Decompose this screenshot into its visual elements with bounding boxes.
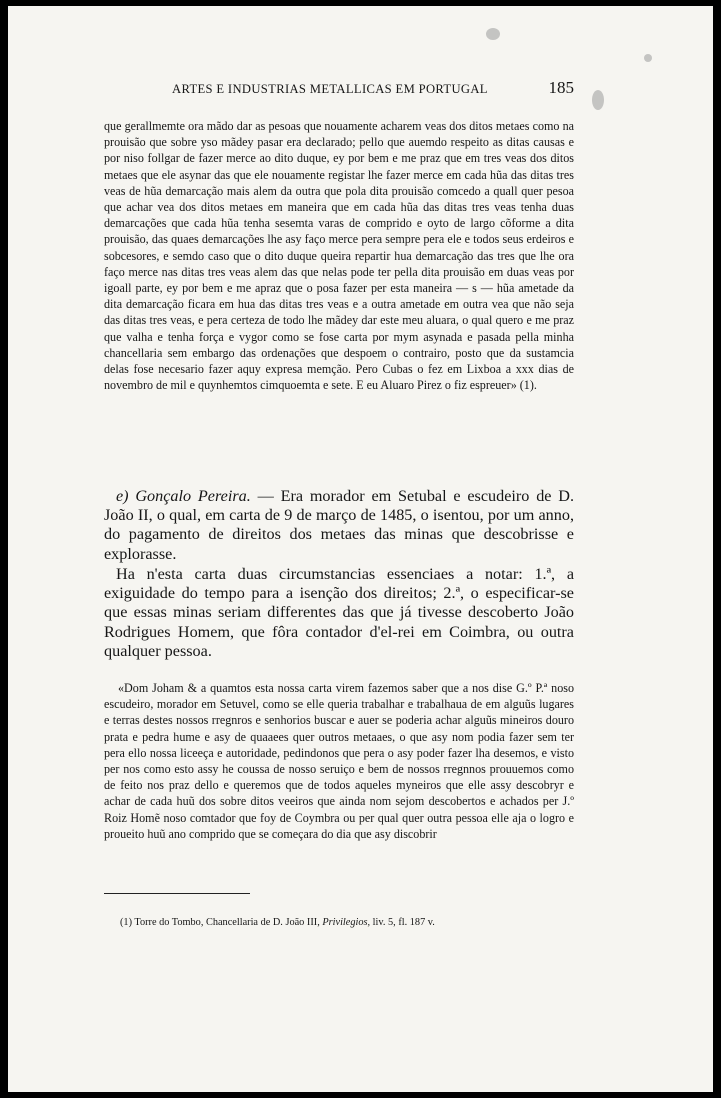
- section-label: e) Gonçalo Pereira.: [116, 487, 251, 505]
- ink-speck: [486, 28, 500, 40]
- quote-top: que gerallmemte ora mãdo dar as pesoas que nouamente acharem veas dos ditos metaes como na prouisão que sobre yso mãdey pasar era declarado; pello que auemdo respeito as ditas causas e por niso follgar de fazer merce ao dito duque, ey por bem e me praz que em tres veas dos ditos metaes que ele asynar das que ele nouamente registar lhe fazer merce em cada hũa das ditas tres veas de hũa demarcação mais alem da outra que pola dita prouisão comcedo a quall quer pesoa que achar vea dos ditos metaes em maneira que em cada hũa das ditas tres veas tenha duas demarcações que cada hũa tenha sesemta varas de comprido e oyto de largo cõforme a dita prouisão, das quaes demarcações lhe asy faço merce pera sempre pera ele e todos seus erdeiros e sobcesores, e semdo caso que o dito duque queira repartir hua demarcação das tres que lhe ora faço merce nas ditas tres veas alem das que nelas pode ter pella dita prouisão em duas veas por igoall parte, ey por bem e me apraz que o posa fazer per esta maneira — s — hũa ametade da dita demarcação ficara em hua das ditas tres veas e a outra ametade em outra vea que não seja das ditas tres veas, e pera certeza de todo lhe mãdey dar este meu aluara, o qual quero e me praz que valha e tenha força e vygor como se fose carta por mym asynada e pasada pella minha chancellaria sem embargo das ordenações que despoem o contrairo, posto que da sustamcia delas fose necesario fazer aquy expresa memção. Pero Cubas o fez em Lixboa a xxx dias de novembro de mil e quynhemtos cimquoemta e sete. E eu Aluaro Pirez o fiz espreuer» (1).: [104, 119, 574, 393]
- paragraph-2: Ha n'esta carta duas circumstancias essenciaes a notar: 1.ª, a exiguidade do tempo para a isenção dos direitos; 2.ª, o especificar-se que essas minas seriam differentes das que já tivesse descoberto João Rodrigues Homem, que fôra contador d'el-rei em Coimbra, ou outra qualquer pessoa.: [104, 565, 574, 660]
- footnote-rule: [104, 893, 250, 894]
- footnote-tail: liv. 5, fl. 187 v.: [370, 917, 435, 928]
- page-number: 185: [548, 78, 574, 97]
- footnote: [120, 917, 435, 928]
- running-title: ARTES E INDUSTRIAS METALLICAS EM PORTUGAL: [172, 82, 488, 96]
- footnote-lead: (1) Torre do Tombo, Chancellaria de D. João III,: [120, 917, 323, 928]
- quote-bottom: «Dom Joham & a quamtos esta nossa carta virem fazemos saber que a nos dise G.º P.ª noso escudeiro, morador em Setuvel, como se elle queria trabalhar e trabalhaua de em alguũs lugares e terras destes nossos rregnros e senhorios buscar e auer se poderia achar alguũs mineiros douro prata e pedra hume e asy de quaaees quer outros metaaes, o que asy nom podia fazer sem ter pera ello nossa liceeça e autoridade, pedindonos que pera o asy poder fazer lha desemos, e visto per nos como esto assy he coussa de nosso seruiço e bem de nossos rregnnos prouuemos como de feito nos praz dello e queremos que de todos aqueles myneiros que elle assy descobryr e achar de cada huũ dos sobre ditos veeiros que ainda nom sejom descobertos e achados per J.º Roiz Homẽ noso comtador que foy de Coymbra ou per qual quer outra pessoa elle aja o logro e proueito huũ ano comprido que se começara do dia que asy discobrir: [104, 681, 574, 841]
- running-header: [172, 78, 574, 102]
- ink-speck: [644, 54, 652, 62]
- footnote-italic: Privilegios,: [322, 917, 371, 928]
- section-text: — Era morador em Setubal e escudeiro de D. João II, o qual, em carta de 9 de março de 1485, o isentou, por um anno, do pagamento de direitos dos metaes das minas que descobrisse e explorasse.: [104, 487, 575, 563]
- ink-speck: [592, 90, 604, 110]
- section-paragraph: [104, 487, 574, 564]
